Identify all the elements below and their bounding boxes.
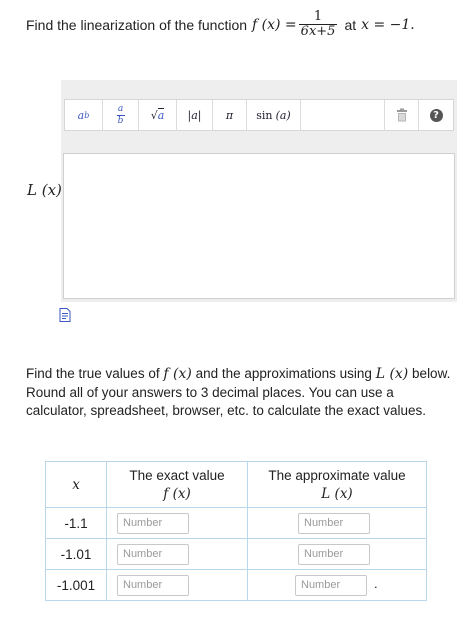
exact-input[interactable] xyxy=(117,544,189,565)
abs-button[interactable] xyxy=(177,100,213,130)
fraction-numerator: 1 xyxy=(313,9,323,24)
approx-cell xyxy=(248,570,427,601)
x-value: -1.1 xyxy=(46,508,107,539)
math-toolbar xyxy=(64,99,454,131)
header-approx-fn: L (x) xyxy=(321,485,353,502)
answer-label: L (x) xyxy=(27,181,62,199)
exact-cell xyxy=(107,508,248,539)
header-exact xyxy=(107,462,248,508)
x-value: -1.01 xyxy=(46,539,107,570)
document-icon[interactable] xyxy=(59,308,71,322)
values-table xyxy=(45,461,427,601)
power-base: a xyxy=(77,108,85,122)
instructions-part-a: Find the true values of xyxy=(26,366,160,381)
instructions-line2: Round all of your answers to 3 decimal places. You can use a calculator, spreadsheet, browser, etc. to calculate the exact values. xyxy=(26,384,426,418)
question-x-value: x = −1. xyxy=(361,16,415,33)
question-at: at xyxy=(344,16,357,33)
answer-input-area[interactable] xyxy=(63,153,455,299)
instructions-part-c: below. xyxy=(412,366,451,381)
power-exponent: b xyxy=(84,110,90,120)
sin-fn: sin xyxy=(256,108,273,122)
table-row xyxy=(46,508,427,539)
header-approx xyxy=(248,462,427,508)
exact-cell xyxy=(107,570,248,601)
sin-button[interactable] xyxy=(247,100,301,130)
approx-input[interactable] xyxy=(295,575,367,596)
table-row xyxy=(46,570,427,601)
trash-icon xyxy=(396,108,408,122)
approx-input[interactable] xyxy=(298,513,370,534)
power-button[interactable] xyxy=(65,100,103,130)
help-icon: ? xyxy=(430,109,443,122)
question-text xyxy=(26,10,415,39)
approx-cell xyxy=(248,508,427,539)
pi-button[interactable] xyxy=(213,100,247,130)
table-header-row xyxy=(46,462,427,508)
sqrt-button[interactable] xyxy=(139,100,177,130)
fraction-denominator: 6x+5 xyxy=(300,24,336,39)
question-prefix: Find the linearization of the function xyxy=(26,16,248,33)
trailing-period: . xyxy=(374,576,378,591)
function-lhs: f (x) = xyxy=(252,16,297,33)
table-row xyxy=(46,539,427,570)
exact-input[interactable] xyxy=(117,575,189,596)
approx-input[interactable] xyxy=(298,544,370,565)
exact-cell xyxy=(107,539,248,570)
exact-input[interactable] xyxy=(117,513,189,534)
abs-label: |a| xyxy=(187,108,202,122)
header-exact-fn: f (x) xyxy=(163,485,191,502)
sqrt-arg: a xyxy=(157,109,165,122)
fraction-button-num: a xyxy=(117,103,124,114)
instructions-lx: L (x) xyxy=(375,366,409,382)
instructions-fx: f (x) xyxy=(163,366,192,382)
help-button[interactable] xyxy=(419,100,453,130)
toolbar-spacer xyxy=(301,100,385,130)
approx-cell xyxy=(248,539,427,570)
function-fraction xyxy=(299,10,338,39)
sin-arg: (a) xyxy=(275,108,291,122)
instructions xyxy=(26,365,456,421)
fraction-button-den: b xyxy=(117,115,124,126)
instructions-part-b: and the approximations using xyxy=(195,366,372,381)
pi-label: π xyxy=(225,108,234,122)
header-approx-title: The approximate value xyxy=(268,467,406,483)
header-x: x xyxy=(46,462,107,508)
sqrt-symbol: √ xyxy=(150,108,158,122)
header-exact-title: The exact value xyxy=(129,467,225,483)
fraction-button[interactable] xyxy=(103,100,139,130)
x-value: -1.001 xyxy=(46,570,107,601)
trash-button[interactable] xyxy=(385,100,419,130)
